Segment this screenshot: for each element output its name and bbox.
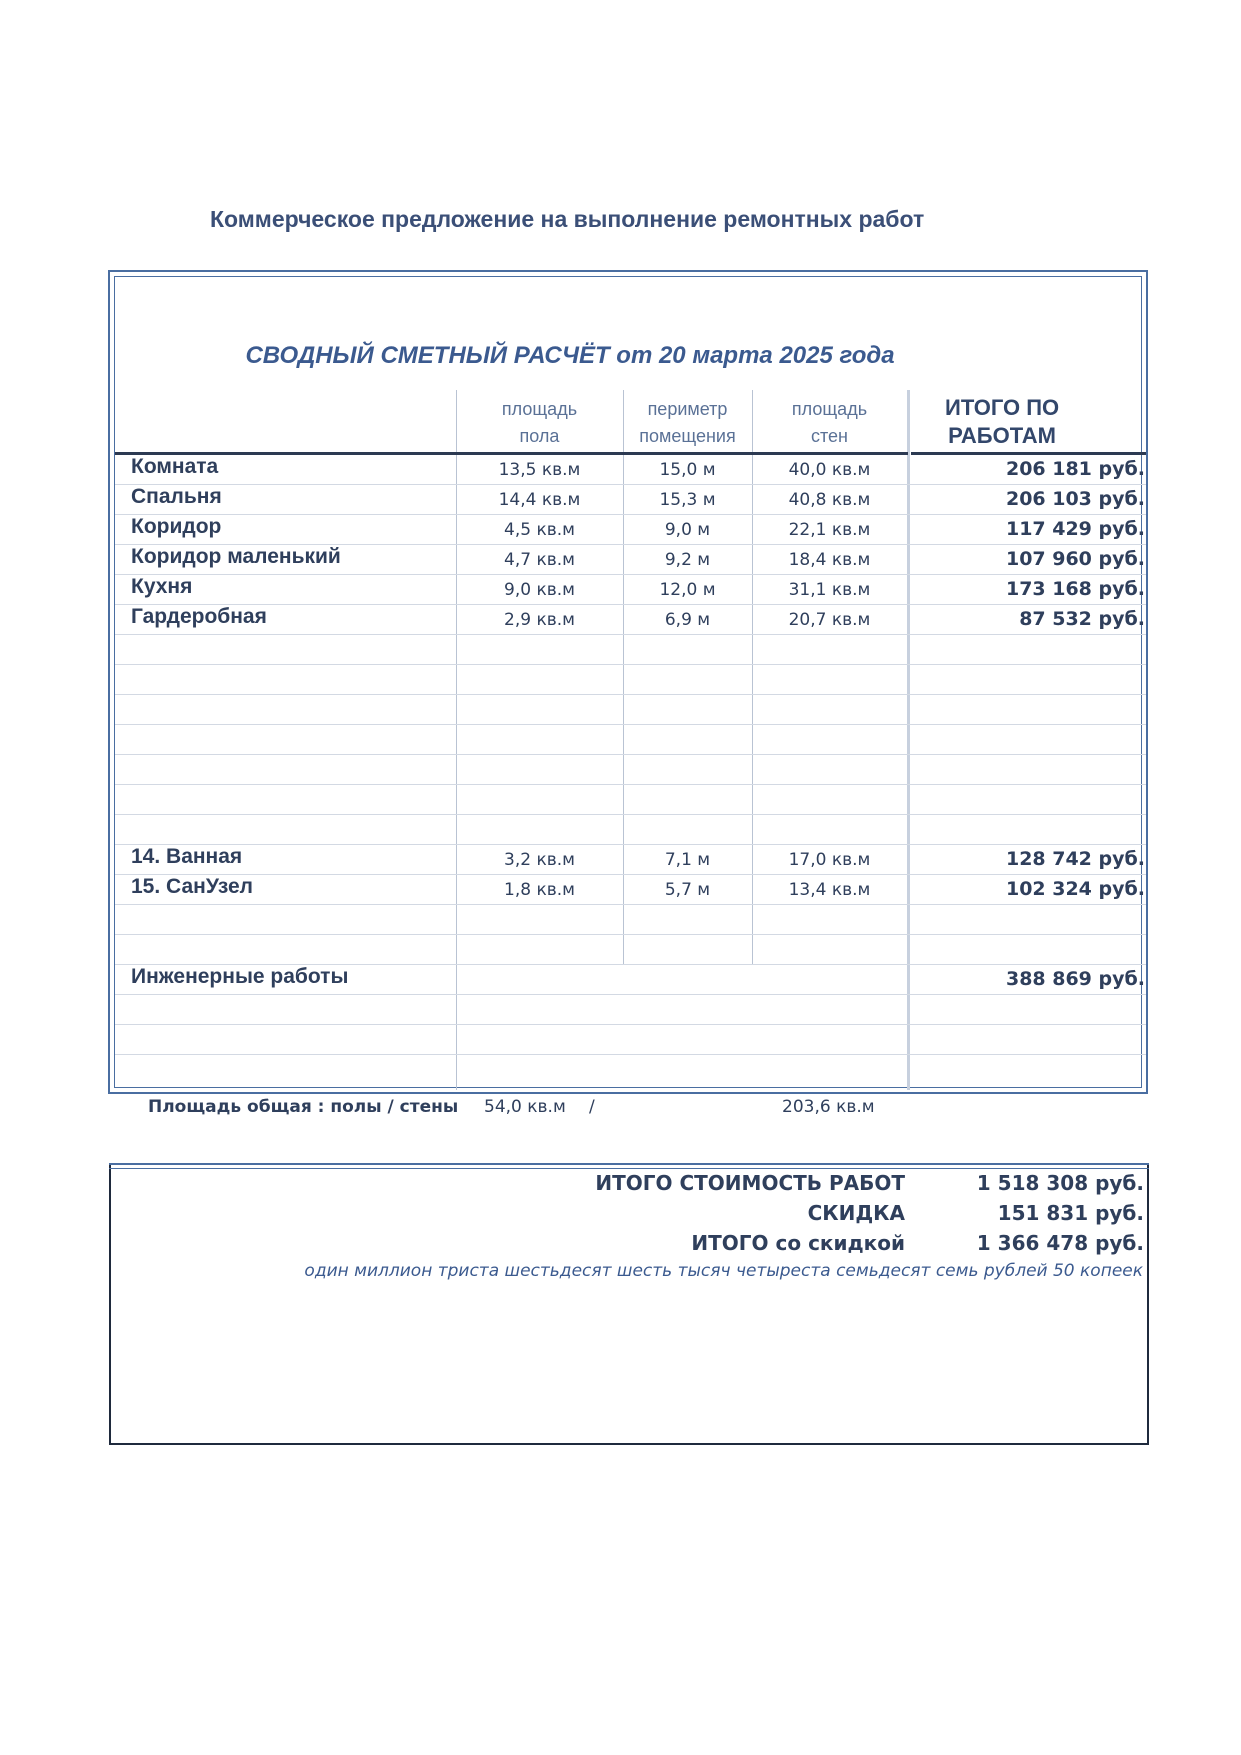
total-cell: 117 429 руб. — [1005, 518, 1145, 540]
row-divider — [115, 1024, 1146, 1025]
header-underline — [115, 452, 908, 455]
perimeter-cell: 15,3 м — [659, 490, 716, 510]
row-divider — [115, 844, 1146, 845]
amount-in-words: один миллион триста шестьдесят шесть тысяч четыреста семьдесят семь рублей 50 копеек — [304, 1261, 1143, 1281]
perimeter-cell: 15,0 м — [659, 460, 716, 480]
final-total-value: 1 366 478 руб. — [976, 1231, 1144, 1255]
floor-area-cell: 9,0 кв.м — [504, 580, 575, 600]
row-divider — [115, 694, 1146, 695]
document-heading: Коммерческое предложение на выполнение ремонтных работ — [210, 206, 925, 232]
room-name: Кухня — [131, 575, 193, 598]
total-cell: 173 168 руб. — [1005, 578, 1145, 600]
room-name: 14. Ванная — [131, 845, 243, 868]
total-cell: 128 742 руб. — [1005, 848, 1145, 870]
row-divider — [115, 814, 1146, 815]
room-name: Коридор маленький — [131, 545, 341, 568]
total-cell: 206 181 руб. — [1005, 458, 1145, 480]
header-total-works: ИТОГО ПО РАБОТАМ — [945, 395, 1060, 448]
floor-area-cell: 13,5 кв.м — [498, 460, 581, 480]
total-cost-value: 1 518 308 руб. — [976, 1171, 1144, 1195]
wall-area-cell: 17,0 кв.м — [788, 850, 871, 870]
room-name: Комната — [131, 455, 219, 478]
perimeter-cell: 9,0 м — [664, 520, 711, 540]
perimeter-cell: 9,2 м — [664, 550, 711, 570]
wall-area-cell: 13,4 кв.м — [788, 880, 871, 900]
floor-area-cell: 4,5 кв.м — [504, 520, 575, 540]
row-divider — [115, 604, 1146, 605]
room-name: Спальня — [131, 485, 222, 508]
row-divider — [115, 514, 1146, 515]
row-divider — [115, 574, 1146, 575]
row-divider — [115, 484, 1146, 485]
perimeter-cell: 7,1 м — [664, 850, 711, 870]
wall-area-cell: 31,1 кв.м — [788, 580, 871, 600]
row-divider — [115, 664, 1146, 665]
column-divider — [907, 390, 910, 1090]
discount-label: СКИДКА — [807, 1201, 905, 1225]
header-underline — [911, 452, 1146, 455]
floor-area-cell: 3,2 кв.м — [504, 850, 575, 870]
total-cell: 107 960 руб. — [1005, 548, 1145, 570]
row-divider — [115, 994, 1146, 995]
floor-area-cell: 4,7 кв.м — [504, 550, 575, 570]
engineering-works-label: Инженерные работы — [131, 965, 349, 988]
summary-box — [109, 1163, 1149, 1445]
row-divider — [115, 754, 1146, 755]
header-floor-area: площадь пола — [501, 399, 578, 446]
room-name: 15. СанУзел — [131, 875, 254, 898]
total-cell: 87 532 руб. — [1019, 608, 1145, 630]
final-total-label: ИТОГО со скидкой — [691, 1231, 905, 1255]
header-wall-area: площадь стен — [791, 399, 868, 446]
wall-area-cell: 20,7 кв.м — [788, 610, 871, 630]
row-divider — [115, 874, 1146, 875]
perimeter-cell: 12,0 м — [659, 580, 716, 600]
floor-area-cell: 2,9 кв.м — [504, 610, 575, 630]
wall-area-cell: 40,8 кв.м — [788, 490, 871, 510]
room-name: Коридор — [131, 515, 222, 538]
row-divider — [115, 634, 1146, 635]
header-perimeter: периметр помещения — [639, 399, 736, 446]
estimate-title: СВОДНЫЙ СМЕТНЫЙ РАСЧЁТ от 20 марта 2025 года — [245, 342, 895, 369]
discount-value: 151 831 руб. — [997, 1201, 1144, 1225]
row-divider — [115, 904, 1146, 905]
row-divider — [115, 934, 1146, 935]
row-divider — [115, 1054, 1146, 1055]
total-cell: 206 103 руб. — [1005, 488, 1145, 510]
total-cell: 102 324 руб. — [1005, 878, 1145, 900]
floor-area-cell: 14,4 кв.м — [498, 490, 581, 510]
summary-top-border — [109, 1163, 1149, 1169]
wall-area-cell: 22,1 кв.м — [788, 520, 871, 540]
engineering-works-total: 388 869 руб. — [1005, 968, 1145, 990]
total-area-label: Площадь общая : полы / стены — [148, 1097, 459, 1117]
perimeter-cell: 5,7 м — [664, 880, 711, 900]
row-divider — [115, 724, 1146, 725]
perimeter-cell: 6,9 м — [664, 610, 711, 630]
total-cost-label: ИТОГО СТОИМОСТЬ РАБОТ — [595, 1171, 905, 1195]
area-separator: / — [589, 1097, 595, 1117]
row-divider — [115, 784, 1146, 785]
wall-area-cell: 40,0 кв.м — [788, 460, 871, 480]
floor-area-cell: 1,8 кв.м — [504, 880, 575, 900]
total-floor-area: 54,0 кв.м — [484, 1097, 566, 1117]
total-wall-area: 203,6 кв.м — [782, 1097, 875, 1117]
wall-area-cell: 18,4 кв.м — [788, 550, 871, 570]
room-name: Гардеробная — [131, 605, 267, 628]
